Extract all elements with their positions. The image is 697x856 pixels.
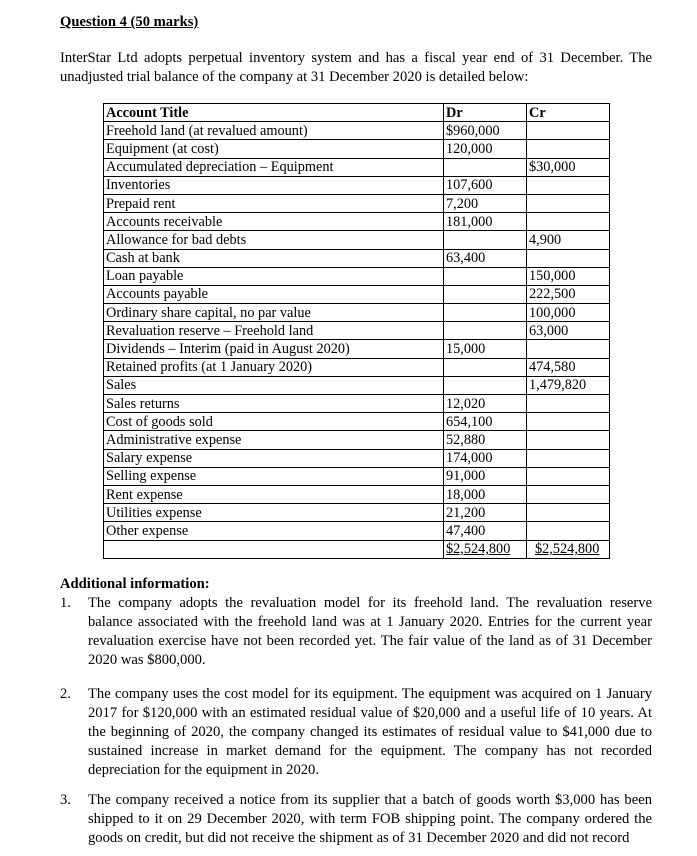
info-item-2 (60, 685, 652, 780)
cr-cell (527, 140, 610, 158)
dr-cell: 174,000 (444, 449, 527, 467)
cr-cell: 150,000 (527, 267, 610, 285)
cr-cell (527, 194, 610, 212)
table-row (104, 395, 610, 413)
table-row (104, 340, 610, 358)
table-row (104, 376, 610, 394)
dr-cell: 181,000 (444, 213, 527, 231)
account-title-cell: Accumulated depreciation – Equipment (104, 158, 444, 176)
dr-cell (444, 158, 527, 176)
account-title-cell: Accounts payable (104, 285, 444, 303)
dr-cell (444, 231, 527, 249)
account-title-cell: Other expense (104, 522, 444, 540)
dr-cell: 654,100 (444, 413, 527, 431)
account-title-cell: Selling expense (104, 467, 444, 485)
cr-cell (527, 122, 610, 140)
dr-cell: 120,000 (444, 140, 527, 158)
total-dr-cell (444, 540, 527, 558)
cr-cell: 4,900 (527, 231, 610, 249)
table-row (104, 285, 610, 303)
account-title-cell: Freehold land (at revalued amount) (104, 122, 444, 140)
cr-cell: $30,000 (527, 158, 610, 176)
cr-cell (527, 213, 610, 231)
table-row (104, 249, 610, 267)
dr-cell (444, 322, 527, 340)
cr-cell (527, 522, 610, 540)
header-dr: Dr (444, 104, 527, 122)
dr-cell (444, 267, 527, 285)
info-item-1 (60, 594, 652, 670)
cr-cell (527, 395, 610, 413)
intro-paragraph: InterStar Ltd adopts perpetual inventory system and has a fiscal year end of 31 December. The unadjusted trial balance of the company at 31 December 2020 is detailed below: (60, 50, 652, 85)
cr-cell (527, 431, 610, 449)
dr-cell (444, 285, 527, 303)
account-title-cell: Retained profits (at 1 January 2020) (104, 358, 444, 376)
cr-cell: 474,580 (527, 358, 610, 376)
total-dr: $2,524,800 (446, 541, 511, 558)
info-item-3 (60, 791, 652, 848)
table-row (104, 213, 610, 231)
dr-cell: 107,600 (444, 176, 527, 194)
account-title-cell: Ordinary share capital, no par value (104, 304, 444, 322)
account-title-cell: Salary expense (104, 449, 444, 467)
account-title-cell: Sales (104, 376, 444, 394)
dr-cell (444, 304, 527, 322)
item-number: 2. (60, 686, 71, 702)
table-row (104, 231, 610, 249)
account-title-cell: Rent expense (104, 485, 444, 503)
account-title-cell: Prepaid rent (104, 194, 444, 212)
account-title-cell: Inventories (104, 176, 444, 194)
header-account-title: Account Title (104, 104, 444, 122)
item-text: The company adopts the revaluation model for its freehold land. The revaluation reserve balance associated with the freehold land was at 1 January 2020. Entries for the current year revaluation exercise have not been recorded yet. The fair value of the land as of 31 December 2020 was $800,000. (88, 595, 652, 668)
dr-cell (444, 358, 527, 376)
table-row (104, 467, 610, 485)
cr-cell: 222,500 (527, 285, 610, 303)
table-row (104, 267, 610, 285)
dr-cell: 12,020 (444, 395, 527, 413)
table-row (104, 504, 610, 522)
account-title-cell: Dividends – Interim (paid in August 2020) (104, 340, 444, 358)
dr-cell: 91,000 (444, 467, 527, 485)
cr-cell (527, 467, 610, 485)
table-row (104, 358, 610, 376)
account-title-cell: Revaluation reserve – Freehold land (104, 322, 444, 340)
account-title-cell: Equipment (at cost) (104, 140, 444, 158)
account-title-cell: Loan payable (104, 267, 444, 285)
table-row (104, 194, 610, 212)
account-title-cell: Cash at bank (104, 249, 444, 267)
table-header-row (104, 104, 610, 122)
dr-cell: 18,000 (444, 485, 527, 503)
item-number: 1. (60, 595, 71, 611)
cr-cell: 1,479,820 (527, 376, 610, 394)
cr-cell (527, 249, 610, 267)
table-row (104, 176, 610, 194)
table-row (104, 449, 610, 467)
account-title-cell: Allowance for bad debts (104, 231, 444, 249)
item-text: The company received a notice from its supplier that a batch of goods worth $3,000 has been shipped to it on 29 December 2020, with term FOB shipping point. The company ordered the goods on credit, but did not receive the shipment as of 31 December 2020 and did not record (88, 792, 652, 846)
total-cr: $2,524,800 (535, 541, 600, 558)
account-title-cell: Administrative expense (104, 431, 444, 449)
table-row (104, 158, 610, 176)
dr-cell: 7,200 (444, 194, 527, 212)
cr-cell (527, 340, 610, 358)
account-title-cell: Utilities expense (104, 504, 444, 522)
dr-cell: 21,200 (444, 504, 527, 522)
item-number: 3. (60, 792, 71, 808)
table-row (104, 431, 610, 449)
table-row (104, 304, 610, 322)
account-title-cell: Accounts receivable (104, 213, 444, 231)
account-title-cell: Cost of goods sold (104, 413, 444, 431)
cr-cell: 100,000 (527, 304, 610, 322)
header-cr: Cr (527, 104, 610, 122)
total-row (104, 540, 610, 558)
dr-cell: 52,880 (444, 431, 527, 449)
cr-cell (527, 485, 610, 503)
account-title-cell: Sales returns (104, 395, 444, 413)
item-text: The company uses the cost model for its equipment. The equipment was acquired on 1 January 2017 for $120,000 with an estimated residual value of $20,000 and a useful life of 10 years. At the beginning of 2020, the company changed its estimates of residual value to $41,000 due to sustained increase in market demand for the equipment. The company has not recorded depreciation for the equipment in 2020. (88, 686, 652, 778)
table-row (104, 522, 610, 540)
dr-cell: $960,000 (444, 122, 527, 140)
question-title: Question 4 (50 marks) (60, 14, 199, 30)
cr-cell (527, 176, 610, 194)
total-label-cell (104, 540, 444, 558)
cr-cell (527, 449, 610, 467)
dr-cell: 63,400 (444, 249, 527, 267)
cr-cell: 63,000 (527, 322, 610, 340)
table-row (104, 322, 610, 340)
cr-cell (527, 413, 610, 431)
additional-info-heading: Additional information: (60, 576, 210, 592)
table-row (104, 485, 610, 503)
dr-cell (444, 376, 527, 394)
total-cr-cell (527, 540, 610, 558)
trial-balance-table (103, 103, 610, 559)
table-row (104, 413, 610, 431)
table-row (104, 122, 610, 140)
cr-cell (527, 504, 610, 522)
dr-cell: 15,000 (444, 340, 527, 358)
dr-cell: 47,400 (444, 522, 527, 540)
table-row (104, 140, 610, 158)
